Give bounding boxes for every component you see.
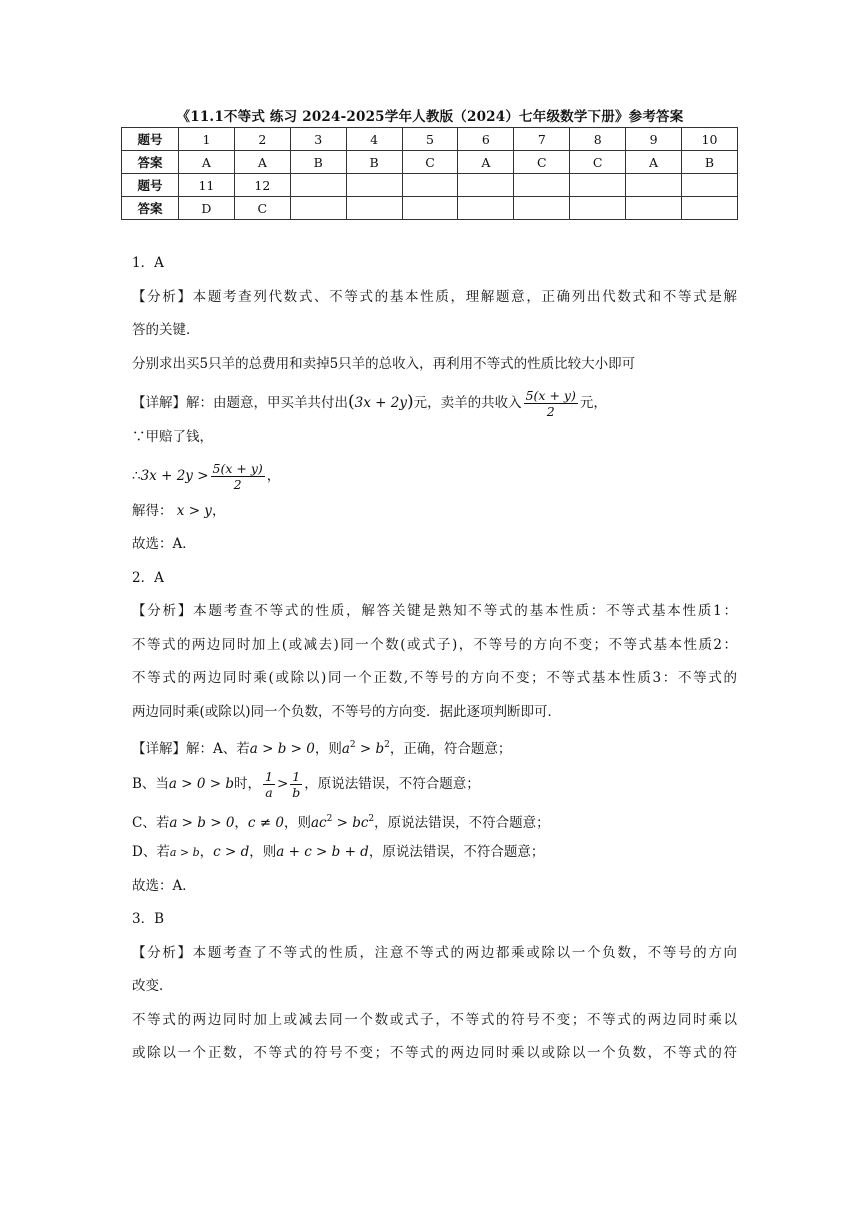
table-row bbox=[122, 151, 738, 174]
exponent: 2 bbox=[326, 813, 333, 824]
table-cell: 11 bbox=[179, 174, 235, 197]
exponent: 2 bbox=[368, 813, 375, 824]
table-cell: 6 bbox=[458, 128, 514, 151]
fraction bbox=[524, 388, 578, 419]
q1-heading: 1．A bbox=[132, 255, 164, 271]
text: 解得： bbox=[132, 502, 173, 519]
fraction-numerator: 5(x + y) bbox=[212, 460, 263, 476]
table-cell bbox=[402, 174, 458, 197]
math-expr: 3x + 2y bbox=[354, 395, 407, 411]
table-cell: 9 bbox=[626, 128, 682, 151]
fraction-numerator: 5(x + y) bbox=[525, 388, 576, 403]
text: C、若 bbox=[132, 814, 170, 831]
exponent: 2 bbox=[349, 740, 356, 750]
row-header-answer: 答案 bbox=[122, 151, 179, 174]
q2-option-b bbox=[132, 764, 737, 804]
fraction bbox=[290, 769, 302, 800]
text: ， bbox=[266, 467, 281, 484]
table-cell bbox=[682, 174, 738, 197]
text: 元， bbox=[579, 395, 607, 411]
text: ， bbox=[199, 844, 214, 860]
math-var: ac bbox=[310, 814, 327, 831]
table-row bbox=[122, 197, 738, 220]
text: 元，卖羊的共收入 bbox=[413, 395, 522, 411]
therefore-symbol: ∴ bbox=[132, 467, 141, 484]
fraction bbox=[263, 769, 275, 800]
table-cell: A bbox=[234, 151, 290, 174]
text: ，正确，符合题意； bbox=[389, 741, 512, 757]
text: 时， bbox=[234, 775, 261, 792]
q2-analysis-line: 【分析】本题考查不等式的性质，解答关键是熟知不等式的基本性质：不等式基本性质1： bbox=[132, 603, 737, 619]
fraction-denominator: 2 bbox=[546, 404, 555, 419]
table-cell bbox=[626, 197, 682, 220]
math-expr: c > d bbox=[213, 844, 250, 860]
table-cell bbox=[346, 174, 402, 197]
text: ， bbox=[234, 814, 248, 831]
table-row bbox=[122, 128, 738, 151]
q3-text-line: 或除以一个正数，不等式的符号不变；不等式的两边同时乘以或除以一个负数，不等式的符 bbox=[132, 1045, 737, 1061]
math-var: > bc bbox=[332, 814, 369, 831]
math-expr bbox=[311, 815, 374, 831]
text: ，则 bbox=[314, 741, 342, 757]
table-row bbox=[122, 174, 738, 197]
exponent: 2 bbox=[384, 740, 390, 750]
table-cell bbox=[458, 197, 514, 220]
page-title: 《11.1不等式 练习 2024-2025学年人教版（2024）七年级数学下册》参考答案 bbox=[176, 109, 684, 125]
table-cell bbox=[290, 174, 346, 197]
text: 【详解】解：由题意，甲买羊共付出 bbox=[132, 395, 348, 411]
text: ，原说法错误，不符合题意； bbox=[304, 775, 480, 792]
q2-option-a bbox=[132, 730, 737, 764]
q1-detail-line: 【详解】解：由题意，甲买羊共付出(3x + 2y)元，卖羊的共收入 $\frac{5(x + y)}{2}$ 元， bbox=[132, 388, 607, 419]
q1-choose: 故选：A． bbox=[132, 536, 196, 552]
table-cell: C bbox=[402, 151, 458, 174]
text: ，原说法错误，不符合题意； bbox=[374, 814, 550, 831]
row-header-number: 题号 bbox=[122, 174, 179, 197]
text: ，原说法错误，不符合题意； bbox=[368, 844, 545, 860]
text: ，则 bbox=[283, 814, 311, 831]
table-cell: B bbox=[682, 151, 738, 174]
q1-analysis-line: 答的关键． bbox=[132, 322, 200, 338]
table-cell: C bbox=[234, 197, 290, 220]
table-cell: A bbox=[179, 151, 235, 174]
math-expr: x > y bbox=[176, 502, 212, 519]
q3-heading: 3．B bbox=[132, 911, 165, 927]
row-header-number: 题号 bbox=[122, 128, 179, 151]
q1-solve-line bbox=[132, 496, 737, 530]
math-expr: a > b bbox=[169, 846, 200, 859]
table-cell: B bbox=[346, 151, 402, 174]
fraction-denominator: b bbox=[292, 784, 301, 800]
text: ，则 bbox=[249, 844, 277, 860]
table-cell: 5 bbox=[402, 128, 458, 151]
table-cell: A bbox=[458, 151, 514, 174]
q1-method: 分别求出买5只羊的总费用和卖掉5只羊的总收入，再利用不等式的性质比较大小即可 bbox=[132, 355, 636, 372]
table-cell: C bbox=[570, 151, 626, 174]
table-cell bbox=[626, 174, 682, 197]
text: ， bbox=[211, 502, 226, 519]
q2-analysis-line: 两边同时乘(或除以)同一个负数，不等号的方向变．据此逐项判断即可． bbox=[132, 703, 562, 720]
table-cell bbox=[682, 197, 738, 220]
q3-analysis-line: 【分析】本题考查了不等式的性质，注意不等式的两边都乘或除以一个负数，不等号的方向 bbox=[132, 944, 737, 961]
math-expr bbox=[342, 741, 390, 757]
table-cell bbox=[346, 197, 402, 220]
q3-analysis-line: 改变． bbox=[132, 978, 173, 994]
text: 【详解】解：A、若 bbox=[132, 741, 250, 757]
fraction-numerator: 1 bbox=[265, 768, 273, 784]
math-expr: a > b > 0 bbox=[249, 741, 315, 757]
q1-analysis-line: 【分析】本题考查列代数式、不等式的基本性质，理解题意，正确列出代数式和不等式是解 bbox=[132, 288, 737, 305]
q1-therefore-line bbox=[132, 456, 737, 496]
math-expr: 3x + 2y > bbox=[140, 467, 209, 484]
fraction-numerator: 1 bbox=[292, 768, 301, 784]
text: B、当 bbox=[132, 775, 169, 792]
table-cell: C bbox=[514, 151, 570, 174]
math-expr: a > b > 0 bbox=[169, 814, 235, 831]
math-expr: c ≠ 0 bbox=[247, 814, 284, 831]
q2-analysis-line: 不等式的两边同时乘(或除以)同一个正数,不等号的方向不变；不等式基本性质3：不等式的 bbox=[132, 670, 737, 686]
math-var: a bbox=[341, 741, 350, 757]
table-cell bbox=[458, 174, 514, 197]
fraction-denominator: 2 bbox=[233, 476, 242, 492]
table-cell: 10 bbox=[682, 128, 738, 151]
table-cell: 4 bbox=[346, 128, 402, 151]
table-cell: D bbox=[179, 197, 235, 220]
q2-option-d bbox=[132, 837, 737, 871]
math-expr: a + c > b + d bbox=[276, 844, 369, 860]
table-cell bbox=[402, 197, 458, 220]
q2-heading: 2．A bbox=[132, 569, 164, 586]
math-var: > b bbox=[355, 741, 385, 757]
text: D、若 bbox=[132, 844, 170, 860]
table-cell: 8 bbox=[570, 128, 626, 151]
solutions-body bbox=[132, 248, 737, 1072]
fraction bbox=[211, 461, 265, 492]
table-cell: 12 bbox=[234, 174, 290, 197]
table-cell bbox=[514, 197, 570, 220]
q2-option-c bbox=[132, 804, 737, 838]
table-cell bbox=[290, 197, 346, 220]
table-cell bbox=[514, 174, 570, 197]
table-cell bbox=[570, 174, 626, 197]
fraction-denominator: a bbox=[265, 784, 273, 800]
table-cell: 1 bbox=[179, 128, 235, 151]
q1-because: ∵甲赔了钱， bbox=[132, 429, 213, 445]
table-cell: 3 bbox=[290, 128, 346, 151]
row-header-answer: 答案 bbox=[122, 197, 179, 220]
answer-table bbox=[121, 127, 738, 220]
table-cell: A bbox=[626, 151, 682, 174]
table-cell bbox=[570, 197, 626, 220]
q2-choose: 故选：A． bbox=[132, 877, 196, 894]
q3-text-line: 不等式的两边同时加上或减去同一个数或式子，不等式的符号不变；不等式的两边同时乘以 bbox=[132, 1011, 737, 1028]
math-expr: a > 0 > b bbox=[168, 775, 234, 792]
table-cell: B bbox=[290, 151, 346, 174]
math-op: > bbox=[276, 775, 289, 792]
q2-analysis-line: 不等式的两边同时加上(或减去)同一个数(或式子)，不等号的方向不变；不等式基本性质2： bbox=[132, 636, 737, 653]
table-cell: 2 bbox=[234, 128, 290, 151]
table-cell: 7 bbox=[514, 128, 570, 151]
